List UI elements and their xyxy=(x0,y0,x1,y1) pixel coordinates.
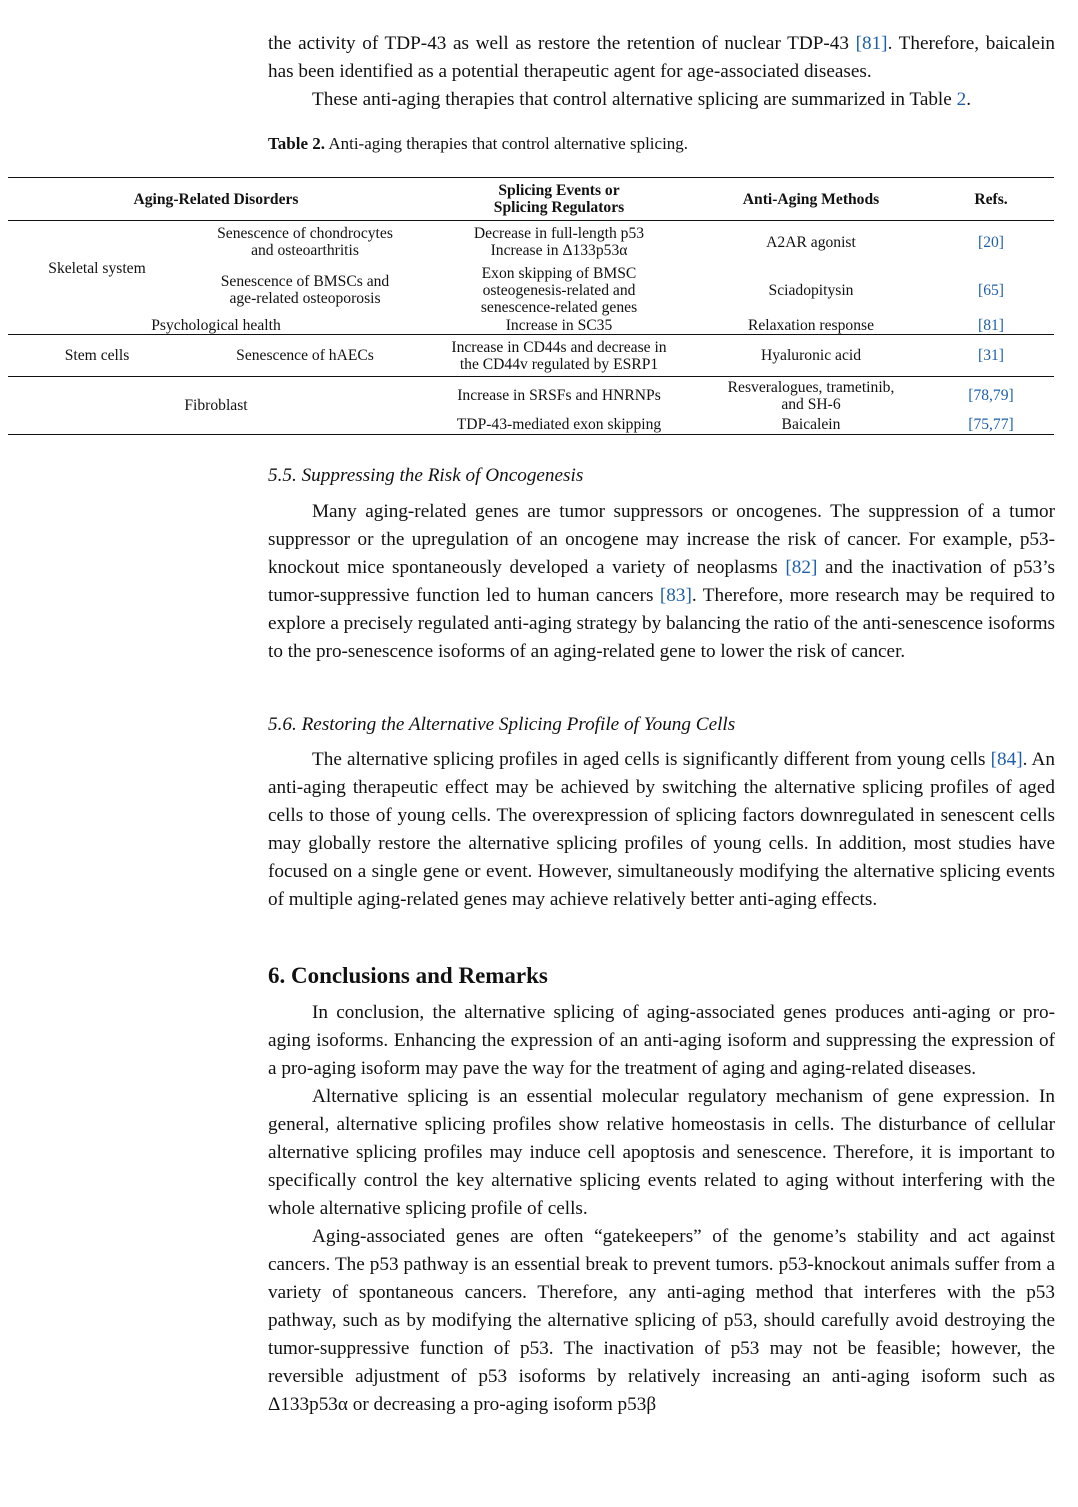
paragraph: In conclusion, the alternative splicing of aging-associated genes produces anti-aging or pro-aging isoforms. Enhancing the expression of an anti-aging isoform and suppressing the expression of a pro-aging isoform may pave the way for the treatment of aging and aging-related diseases. xyxy=(268,1002,1055,1079)
header-refs: Refs. xyxy=(928,178,1054,221)
header-events: Splicing Events or Splicing Regulators xyxy=(424,178,694,221)
cell-chondrocytes: Senescence of chondrocytes and osteoarthritis xyxy=(217,225,393,260)
cell-tdp43: TDP-43-mediated exon skipping xyxy=(424,415,694,435)
paragraph: Alternative splicing is an essential molecular regulatory mechanism of gene expression. In general, alternative splicing profiles show relative homeostasis in cells. The disturbance of cellular alternative splicing profiles may induce cell apoptosis and senescence. Therefore, it is important to specifically control the key alternative splicing events related to aging without interfering with the whole alternative splicing profile of cells. xyxy=(268,1086,1055,1219)
ref-link[interactable]: [31] xyxy=(928,335,1054,377)
paragraph: Aging-associated genes are often “gatekeepers” of the genome’s stability and act against cancers. The p53 pathway is an essential break to prevent tumors. p53-knockout animals suffer from a variety of spontaneous cancers. Therefore, any anti-aging method that interferes with the p53 pathway, such as by modifying the alternative splicing of p53, should carefully avoid destroying the tumor-suppressive function of p53. The inactivation of p53 may not be feasible; however, the reversible adjustment of p53 isoforms by relatively increasing an anti-aging isoform such as Δ133p53α or decreasing a pro-aging isoform p53β xyxy=(268,1226,1055,1415)
intro-text xyxy=(268,30,1055,114)
cell-fibroblast: Fibroblast xyxy=(8,377,424,435)
cell-skeletal-system: Skeletal system xyxy=(48,260,146,278)
table-caption: Table 2. Anti-aging therapies that control alternative splicing. xyxy=(268,134,689,153)
cell-sciadopitysin: Sciadopitysin xyxy=(768,281,854,299)
header-methods: Anti-Aging Methods xyxy=(694,178,928,221)
cell-relaxation: Relaxation response xyxy=(694,317,928,335)
cell-baicalein: Baicalein xyxy=(694,415,928,435)
table-link[interactable]: 2 xyxy=(956,89,967,110)
table-row xyxy=(8,221,1054,264)
section-5-6-body xyxy=(268,746,1055,914)
table-row xyxy=(8,317,1054,335)
paragraph: The alternative splicing profiles in aged cells is significantly different from young cells [84]. An anti-aging therapeutic effect may be achieved by switching the alternative splicing profiles of aged cells to those of young cells. The overexpression of splicing factors downregulated in senescent cells may globally restore the alternative splicing profiles of young cells. In addition, most studies have focused on a single gene or event. However, simultaneously modifying the alternative splicing events of multiple aging-related genes may achieve relatively better anti-aging effects. xyxy=(268,749,1055,910)
section-heading-5-6: 5.6. Restoring the Alternative Splicing Profile of Young Cells xyxy=(268,714,736,735)
cell-psychological-health: Psychological health xyxy=(8,317,424,335)
cell-p53: Decrease in full-length p53 Increase in Δ133p53α xyxy=(473,225,645,260)
intro-paragraph-1: the activity of TDP-43 as well as restore the retention of nuclear TDP-43 [81]. Therefore, baicalein has been identified as a potential therapeutic agent for age-associated diseases. xyxy=(268,33,1055,82)
citation-link[interactable]: [83] xyxy=(659,585,692,606)
intro-paragraph-2: These anti-aging therapies that control alternative splicing are summarized in Table 2. xyxy=(312,89,971,110)
cell-srsf: Increase in SRSFs and HNRNPs xyxy=(457,387,661,405)
citation-link[interactable]: [84] xyxy=(990,749,1023,770)
cell-a2ar: A2AR agonist xyxy=(766,233,856,251)
ref-link[interactable]: [81] xyxy=(928,317,1054,335)
header-disorders: Aging-Related Disorders xyxy=(8,178,424,221)
ref-link[interactable]: [75,77] xyxy=(928,415,1054,435)
table-header-row xyxy=(8,178,1054,221)
cell-haec: Senescence of hAECs xyxy=(186,335,424,377)
section-5-5-body xyxy=(268,498,1055,666)
section-heading-5-5: 5.5. Suppressing the Risk of Oncogenesis xyxy=(268,465,584,486)
cell-hyaluronic: Hyaluronic acid xyxy=(694,335,928,377)
table-row xyxy=(8,335,1054,377)
cell-bmsc: Senescence of BMSCs and age-related osteoporosis xyxy=(220,273,390,307)
citation-link[interactable]: [81] xyxy=(855,33,888,54)
cell-resveralogues: Resveralogues, trametinib, and SH-6 xyxy=(727,378,895,413)
paragraph: Many aging-related genes are tumor suppressors or oncogenes. The suppression of a tumor suppressor or the upregulation of an oncogene may increase the risk of cancer. For example, p53-knockout mice spontaneously developed a variety of neoplasms [82] and the inactivation of p53’s tumor-suppressive function led to human cancers [83]. Therefore, more research may be required to explore a precisely regulated anti-aging strategy by balancing the ratio of the anti-senescence isoforms to the pro-senescence isoforms of an aging-related gene to lower the risk of cancer. xyxy=(268,501,1055,662)
ref-link[interactable]: [20] xyxy=(978,233,1004,251)
cell-stem-cells: Stem cells xyxy=(8,335,186,377)
cell-exon-skipping: Exon skipping of BMSC osteogenesis-related and senescence-related genes xyxy=(480,264,638,316)
cell-sc35: Increase in SC35 xyxy=(424,317,694,335)
table-2 xyxy=(8,177,1054,435)
section-6-body xyxy=(268,999,1055,1419)
ref-link[interactable]: [78,79] xyxy=(968,387,1014,405)
section-heading-6: 6. Conclusions and Remarks xyxy=(268,963,548,988)
cell-cd44: Increase in CD44s and decrease in the CD44v regulated by ESRP1 xyxy=(424,335,694,377)
ref-link[interactable]: [65] xyxy=(978,281,1004,299)
table-row xyxy=(8,377,1054,415)
citation-link[interactable]: [82] xyxy=(785,557,818,578)
